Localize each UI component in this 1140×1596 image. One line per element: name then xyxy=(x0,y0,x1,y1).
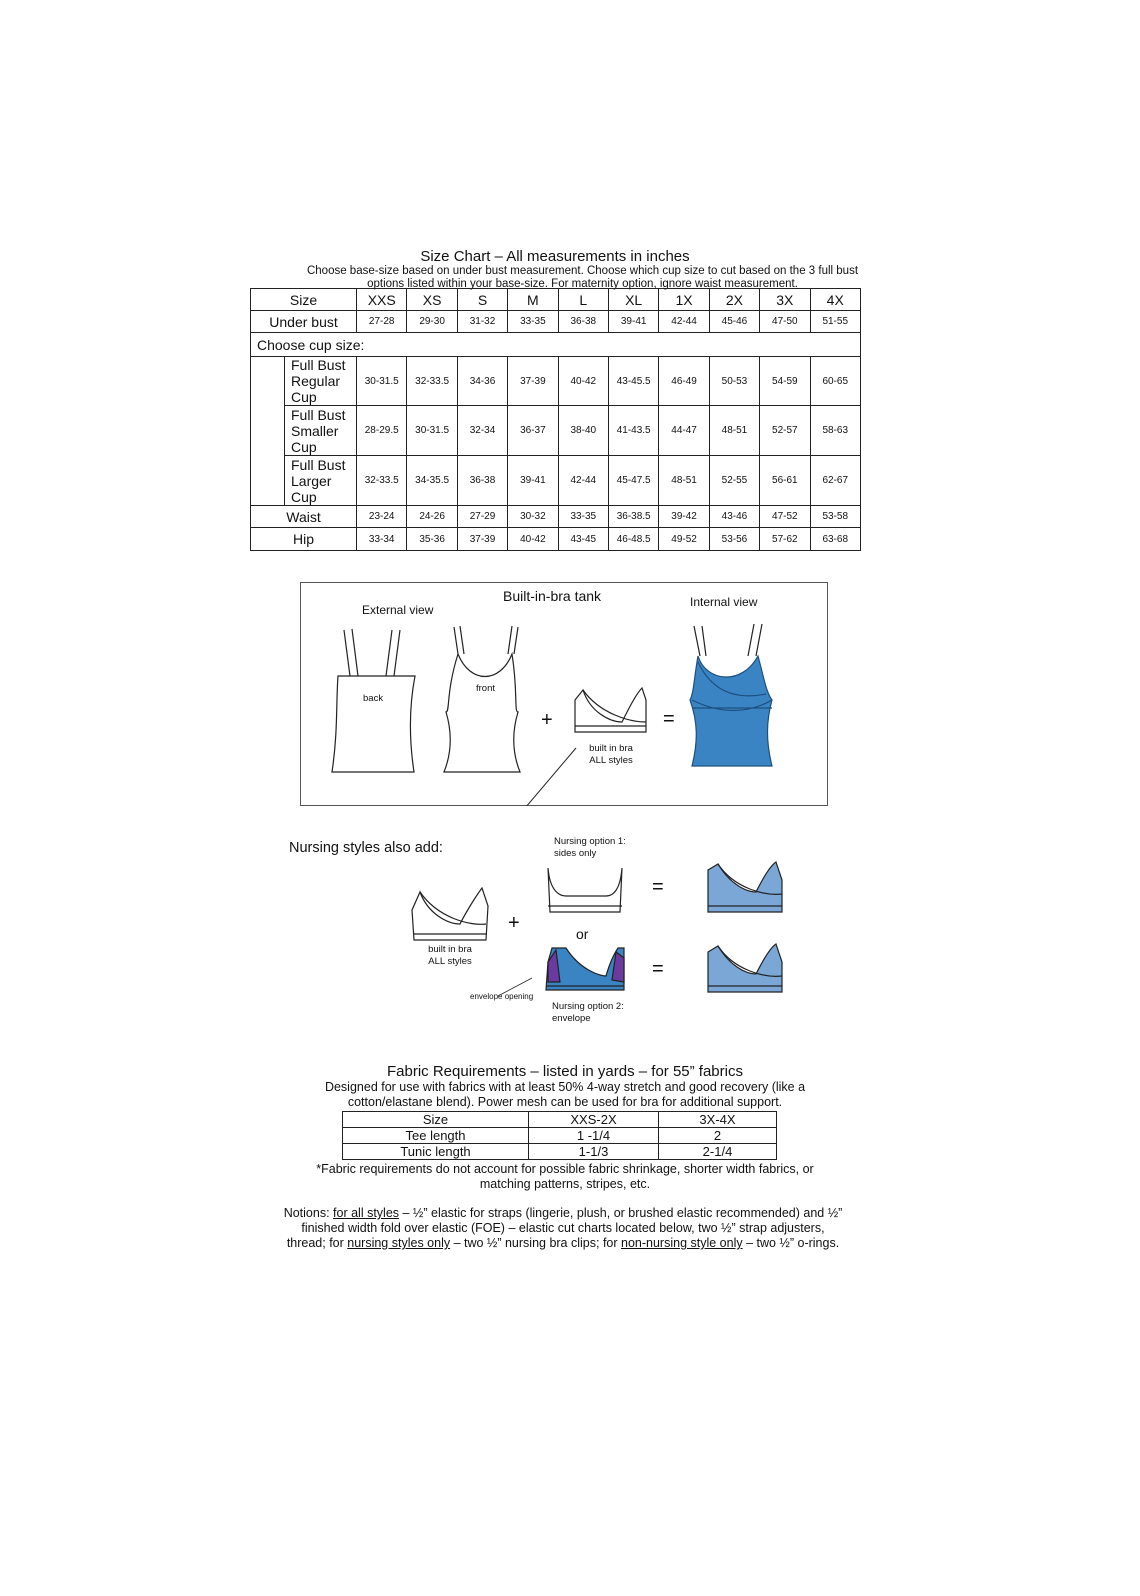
size-header-cell: 3X xyxy=(760,289,810,311)
table-cell: Tee length xyxy=(343,1128,529,1144)
table-cell: 46-48.5 xyxy=(608,528,658,551)
size-header-row xyxy=(251,289,861,311)
table-cell: 54-59 xyxy=(760,357,810,406)
table-cell: 37-39 xyxy=(508,357,558,406)
envelope-opening-label: envelope opening xyxy=(470,992,534,1001)
bra-label-2: ALL styles xyxy=(589,755,633,766)
table-cell: 50-53 xyxy=(709,357,759,406)
option1-label-1: Nursing option 1: xyxy=(554,836,626,847)
nursing-option2-icon xyxy=(546,948,624,990)
table-cell: 47-52 xyxy=(760,506,810,528)
table-cell: 39-42 xyxy=(659,506,709,528)
table-cell: 63-68 xyxy=(810,528,860,551)
option2-label-2: envelope xyxy=(552,1013,591,1024)
notions-all-styles: for all styles xyxy=(333,1206,400,1220)
size-header-cell: XXS xyxy=(357,289,407,311)
table-cell: 37-39 xyxy=(457,528,507,551)
table-cell: 40-42 xyxy=(508,528,558,551)
notions-nursing-only: nursing styles only xyxy=(347,1236,451,1250)
table-cell: 32-34 xyxy=(457,406,507,456)
table-cell: 36-37 xyxy=(508,406,558,456)
fabric-title: Fabric Requirements – listed in yards – for 55” fabrics xyxy=(387,1063,743,1080)
table-cell: 60-65 xyxy=(810,357,860,406)
table-cell: 51-55 xyxy=(810,311,860,333)
cup-row-larger xyxy=(251,456,861,506)
fabric-header-row xyxy=(343,1112,777,1128)
plus-sign: + xyxy=(541,709,553,731)
hip-label: Hip xyxy=(251,528,357,551)
table-cell: 28-29.5 xyxy=(357,406,407,456)
size-chart-table xyxy=(250,288,861,551)
indent-cell xyxy=(251,406,285,456)
nursing-bra-label-1: built in bra xyxy=(428,944,472,955)
back-label: back xyxy=(363,693,384,704)
nursing-equals-1: = xyxy=(652,876,664,898)
nursing-result2-icon xyxy=(708,944,782,992)
fabric-header-cell: 3X-4X xyxy=(659,1112,777,1128)
table-cell: 62-67 xyxy=(810,456,860,506)
table-cell: 39-41 xyxy=(608,311,658,333)
table-cell: 1-1/3 xyxy=(529,1144,659,1160)
size-chart-title: Size Chart – All measurements in inches xyxy=(420,248,690,265)
table-cell: 43-45.5 xyxy=(608,357,658,406)
size-header-cell: 4X xyxy=(810,289,860,311)
table-cell: 45-46 xyxy=(709,311,759,333)
under-bust-row xyxy=(251,311,861,333)
option2-label-1: Nursing option 2: xyxy=(552,1001,624,1012)
table-cell: 33-35 xyxy=(508,311,558,333)
table-cell: 47-50 xyxy=(760,311,810,333)
table-row xyxy=(343,1144,777,1160)
nursing-bra-label-2: ALL styles xyxy=(428,956,472,967)
table-cell: 24-26 xyxy=(407,506,457,528)
nursing-equals-2: = xyxy=(652,958,664,980)
table-cell: 2 xyxy=(659,1128,777,1144)
table-cell: 32-33.5 xyxy=(357,456,407,506)
table-cell: 44-47 xyxy=(659,406,709,456)
fabric-header-cell: XXS-2X xyxy=(529,1112,659,1128)
indent-cell xyxy=(251,357,285,406)
hip-row xyxy=(251,528,861,551)
table-cell: 53-56 xyxy=(709,528,759,551)
front-label: front xyxy=(476,683,496,694)
indent-cell xyxy=(251,456,285,506)
waist-row xyxy=(251,506,861,528)
connector-line xyxy=(458,748,576,806)
size-header-cell: L xyxy=(558,289,608,311)
notions-text: Notions: xyxy=(283,1206,334,1220)
table-cell: 36-38 xyxy=(558,311,608,333)
size-header-cell: XS xyxy=(407,289,457,311)
table-cell: 30-31.5 xyxy=(407,406,457,456)
table-cell: 33-34 xyxy=(357,528,407,551)
table-cell: 36-38.5 xyxy=(608,506,658,528)
table-cell: 29-30 xyxy=(407,311,457,333)
notions-text: – two ½” o-rings. xyxy=(742,1236,840,1250)
table-cell: 49-52 xyxy=(659,528,709,551)
table-cell: 34-36 xyxy=(457,357,507,406)
option1-label-2: sides only xyxy=(554,848,597,859)
fabric-note: *Fabric requirements do not account for possible fabric shrinkage, shorter width fabrics, or matching patterns, stripes, etc. xyxy=(316,1162,814,1191)
size-header-cell: M xyxy=(508,289,558,311)
notions-text: – ½” elastic for straps (lingerie, plush, or brushed elastic recommended) and ½” finished width fold over elastic (FOE) – elastic cut charts located below, two ½” strap adjusters, thread; for xyxy=(286,1206,843,1250)
or-label: or xyxy=(576,926,589,942)
table-cell: 58-63 xyxy=(810,406,860,456)
table-cell: 57-62 xyxy=(760,528,810,551)
table-cell: 52-55 xyxy=(709,456,759,506)
bra-label-1: built in bra xyxy=(589,743,633,754)
table-cell: 46-49 xyxy=(659,357,709,406)
table-cell: 27-29 xyxy=(457,506,507,528)
table-row xyxy=(343,1128,777,1144)
table-cell: 43-46 xyxy=(709,506,759,528)
cup-row-regular xyxy=(251,357,861,406)
table-cell: 43-45 xyxy=(558,528,608,551)
fabric-header-cell: Size xyxy=(343,1112,529,1128)
table-cell: 30-31.5 xyxy=(357,357,407,406)
table-cell: 53-58 xyxy=(810,506,860,528)
table-cell: 40-42 xyxy=(558,357,608,406)
table-cell: 48-51 xyxy=(659,456,709,506)
table-cell: 39-41 xyxy=(508,456,558,506)
table-cell: 2-1/4 xyxy=(659,1144,777,1160)
table-cell: 27-28 xyxy=(357,311,407,333)
nursing-plus-sign: + xyxy=(508,912,520,934)
notions-text: – two ½” nursing bra clips; for xyxy=(450,1236,621,1250)
nursing-base-bra-icon xyxy=(412,888,488,940)
size-chart-intro: Choose base-size based on under bust measurement. Choose which cup size to cut based on the 3 full bust options listed within your base-size. For maternity option, ignore waist measurement. xyxy=(306,265,859,290)
nursing-heading: Nursing styles also add: xyxy=(289,840,443,856)
notions-paragraph xyxy=(283,1206,843,1251)
equals-sign: = xyxy=(663,708,675,730)
choose-cup-label: Choose cup size: xyxy=(251,333,861,357)
table-cell: 23-24 xyxy=(357,506,407,528)
table-cell: 56-61 xyxy=(760,456,810,506)
under-bust-label: Under bust xyxy=(251,311,357,333)
waist-label: Waist xyxy=(251,506,357,528)
table-cell: 33-35 xyxy=(558,506,608,528)
fabric-intro: Designed for use with fabrics with at least 50% 4-way stretch and good recovery (like a cotton/elastane blend). Power mesh can be used for bra for additional support. xyxy=(324,1080,806,1109)
front-tank-icon xyxy=(444,626,520,772)
table-cell: 31-32 xyxy=(457,311,507,333)
fabric-table xyxy=(342,1111,777,1160)
tank-diagram-title: Built-in-bra tank xyxy=(503,588,602,604)
size-header-cell: 2X xyxy=(709,289,759,311)
cup-label: Full Bust Larger Cup xyxy=(285,456,357,506)
table-cell: 34-35.5 xyxy=(407,456,457,506)
size-header-label: Size xyxy=(251,289,357,311)
cup-row-smaller xyxy=(251,406,861,456)
nursing-option1-icon xyxy=(548,868,622,912)
built-in-bra-icon xyxy=(575,688,646,732)
table-cell: 38-40 xyxy=(558,406,608,456)
table-cell: 42-44 xyxy=(558,456,608,506)
nursing-result1-icon xyxy=(708,862,782,912)
table-cell: 1 -1/4 xyxy=(529,1128,659,1144)
table-cell: 32-33.5 xyxy=(407,357,457,406)
cup-label: Full Bust Smaller Cup xyxy=(285,406,357,456)
internal-view-label: Internal view xyxy=(690,595,758,609)
size-header-cell: 1X xyxy=(659,289,709,311)
size-header-cell: XL xyxy=(608,289,658,311)
table-cell: 45-47.5 xyxy=(608,456,658,506)
internal-tank-icon xyxy=(690,624,772,766)
notions-non-nursing-only: non-nursing style only xyxy=(621,1236,743,1250)
table-cell: 30-32 xyxy=(508,506,558,528)
table-cell: 48-51 xyxy=(709,406,759,456)
table-cell: 52-57 xyxy=(760,406,810,456)
table-cell: 41-43.5 xyxy=(608,406,658,456)
external-view-label: External view xyxy=(362,603,434,617)
table-cell: Tunic length xyxy=(343,1144,529,1160)
table-cell: 36-38 xyxy=(457,456,507,506)
size-header-cell: S xyxy=(457,289,507,311)
table-cell: 42-44 xyxy=(659,311,709,333)
table-cell: 35-36 xyxy=(407,528,457,551)
cup-label: Full Bust Regular Cup xyxy=(285,357,357,406)
choose-cup-row xyxy=(251,333,861,357)
